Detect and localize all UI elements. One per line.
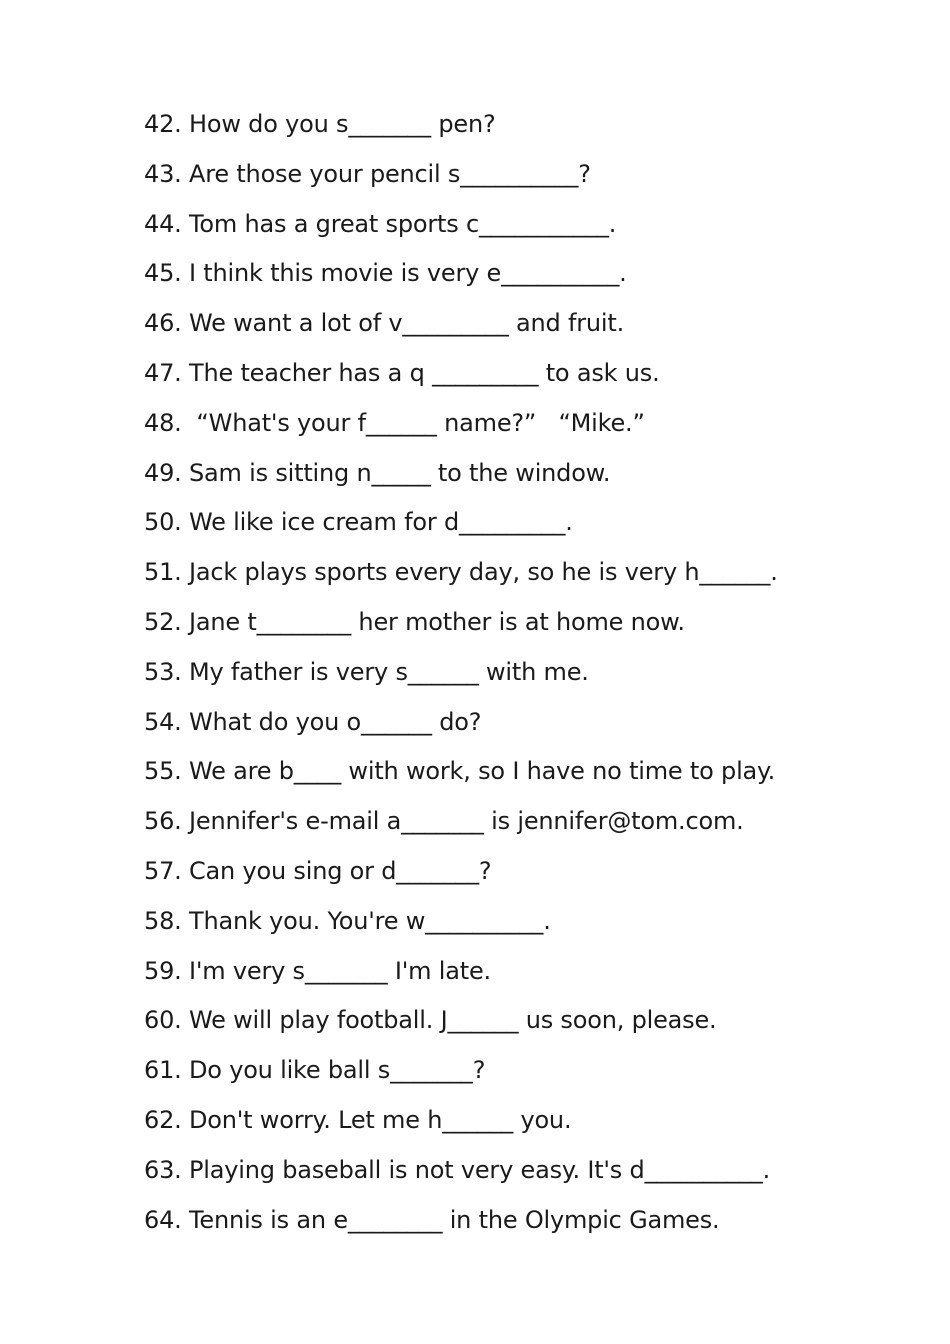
question-64: 64. Tennis is an e________ in the Olympic Games. xyxy=(144,1205,720,1234)
question-53: 53. My father is very s______ with me. xyxy=(144,657,589,686)
question-46: 46. We want a lot of v_________ and fruit. xyxy=(144,309,625,338)
question-42: 42. How do you s_______ pen? xyxy=(144,110,496,138)
question-50: 50. We like ice cream for d_________. xyxy=(144,508,573,537)
question-61: 61. Do you like ball s_______? xyxy=(144,1056,486,1085)
worksheet xyxy=(144,104,904,1249)
question-43: 43. Are those your pencil s__________? xyxy=(144,159,591,188)
question-47: 47. The teacher has a q _________ to ask us. xyxy=(144,358,660,387)
question-51: 51. Jack plays sports every day, so he is very h______. xyxy=(144,558,778,587)
question-49: 49. Sam is sitting n_____ to the window. xyxy=(144,458,611,487)
question-60: 60. We will play football. J______ us soon, please. xyxy=(144,1006,717,1035)
question-59: 59. I'm very s_______ I'm late. xyxy=(144,956,491,985)
question-56: 56. Jennifer's e-mail a_______ is jennifer@tom.com. xyxy=(144,807,744,836)
question-52: 52. Jane t________ her mother is at home now. xyxy=(144,607,685,636)
question-58: 58. Thank you. You're w__________. xyxy=(144,906,551,935)
question-54: 54. What do you o______ do? xyxy=(144,707,482,736)
question-62: 62. Don't worry. Let me h______ you. xyxy=(144,1105,572,1134)
question-57: 57. Can you sing or d_______? xyxy=(144,856,492,885)
question-45: 45. I think this movie is very e__________. xyxy=(144,259,627,288)
question-55: 55. We are b____ with work, so I have no time to play. xyxy=(144,757,776,786)
question-48: 48. “What's your f______ name?” “Mike.” xyxy=(144,408,645,437)
question-44: 44. Tom has a great sports c___________. xyxy=(144,209,617,238)
question-63: 63. Playing baseball is not very easy. It's d__________. xyxy=(144,1155,771,1184)
